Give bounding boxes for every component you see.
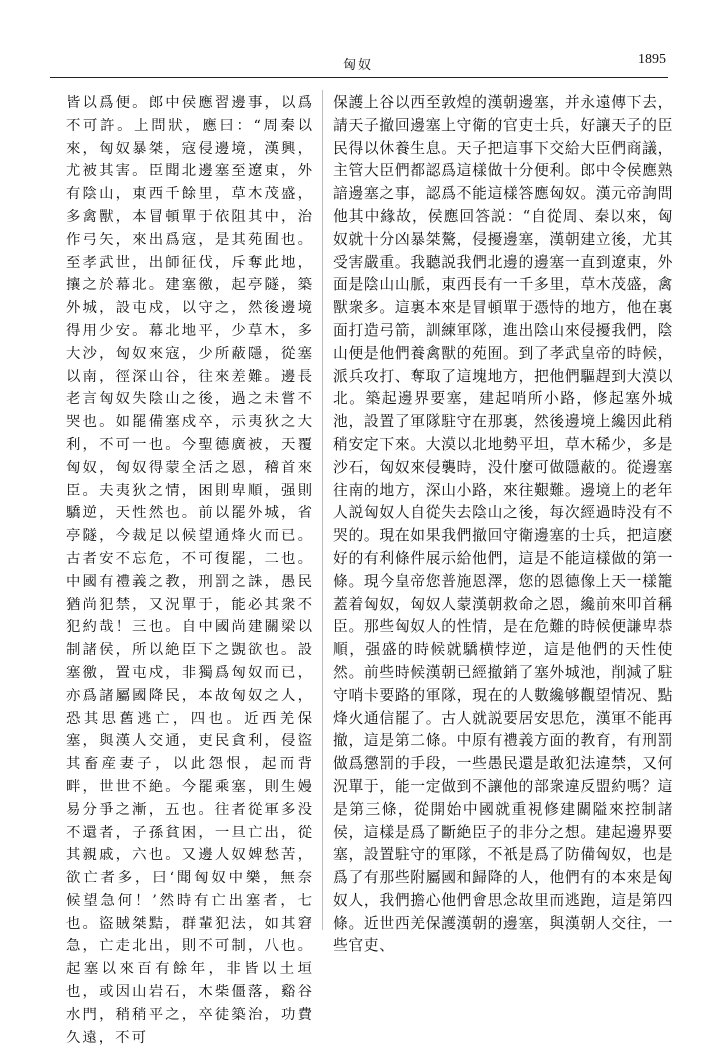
running-header-title: 匈奴	[342, 58, 373, 73]
column-divider	[322, 90, 323, 930]
page-number: 1895	[638, 52, 666, 67]
header-rule	[50, 77, 668, 78]
translation-text-column: 保護上谷以西至敦煌的漢朝邊塞，并永遠傳下去，請天子撤回邊塞上守衛的官吏士兵，好讓天子的臣民得以休養生息。天子把這事下交給大臣們商議，主管大臣們都認爲這樣做十分便利。郎中令侯應熟諳邊塞之事，認爲不能這樣答應匈奴。漢元帝詢問他其中緣故，侯應回答説：“自從周、秦以來，匈奴就十分凶暴桀驁，侵擾邊塞，漢朝建立後，尤其受害嚴重。我聽説我們北邊的邊塞一直到遼東，外面是陰山山脈，東西長有一千多里，草木茂盛，禽獸衆多。這裏本來是冒頓單于憑恃的地方，他在裏面打造弓箭，訓練軍隊，進出陰山來侵擾我們，陰山便是他們養禽獸的苑囿。到了孝武皇帝的時候，派兵攻打、奪取了這塊地方，把他們驅趕到大漠以北。築起邊界要塞，建起哨所小路，修起塞外城池，設置了軍隊駐守在那裏，然後邊境上纔因此稍稍安定下來。大漠以北地勢平坦，草木稀少，多是沙石，匈奴來侵襲時，没什麼可做隱蔽的。從邊塞往南的地方，深山小路，來往艱難。邊境上的老年人説匈奴人自從失去陰山之後，每次經過時没有不哭的。現在如果我們撤回守衛邊塞的士兵，把這麽好的有利條件展示給他們，這是不能這樣做的第一條。現今皇帝您普施恩澤，您的恩德像上天一樣籠蓋着匈奴，匈奴人蒙漢朝救命之恩，纔前來叩首稱臣。那些匈奴人的性情，是在危難的時候便謙卑恭順，强盛的時候就驕横悖逆，這是他們的天性使然。前些時候漢朝已經撤銷了塞外城池，削減了駐守哨卡要路的軍隊，現在的人數纔够觀望情况、點烽火通信罷了。古人就説要居安思危，漢軍不能再撤，這是第二條。中原有禮義方面的教育，有刑罰做爲懲罰的手段，一些愚民還是敢犯法違禁，又何況單于，能一定做到不讓他的部衆違反盟約嗎？這是第三條，從開始中國就重視修建關隘來控制諸侯，這樣是爲了斷絶臣子的非分之想。建起邊界要塞，設置駐守的軍隊，不衹是爲了防備匈奴，也是爲了有那些附屬國和歸降的人，他們有的本來是匈奴人，我們擔心他們會思念故里而逃跑，這是第四條。近世西羌保護漢朝的邊塞，與漢朝人交往，一些官吏、	[333, 94, 673, 955]
classical-text-column: 皆以爲便。郎中侯應習邊事，以爲不可許。上問狀，應曰：“周秦以來，匈奴暴桀，寇侵邊境，漢興，尤被其害。臣聞北邊塞至遼東，外有陰山，東西千餘里，草木茂盛，多禽獸，本冒頓單于依阻其中，治作弓矢，來出爲寇，是其苑囿也。至孝武世，出師征伐，斥奪此地，攘之於幕北。建塞徼，起亭隧，築外城，設屯戍，以守之，然後邊境得用少安。幕北地平，少草木，多大沙，匈奴來寇，少所蔽隱，從塞以南，徑深山谷，往來差難。邊長老言匈奴失陰山之後，過之未嘗不哭也。如罷備塞戍卒，示夷狄之大利，不可一也。今聖德廣被，天覆匈奴，匈奴得蒙全活之恩，稽首來臣。夫夷狄之情，困則卑順，强則驕逆，天性然也。前以罷外城，省亭隧，今裁足以候望通烽火而已。古者安不忘危，不可復罷，二也。中國有禮義之教，刑罰之誅，愚民猶尚犯禁，又況單于，能必其衆不犯約哉！三也。自中國尚建關梁以制諸侯，所以絶臣下之覬欲也。設塞徼，置屯戍，非獨爲匈奴而已，亦爲諸屬國降民，本故匈奴之人，恐其思舊逃亡，四也。近西羌保塞，與漢人交通，吏民貪利，侵盜其畜産妻子，以此怨恨，起而背畔，世世不絶。今罷乘塞，則生嫚易分爭之漸，五也。往者從軍多没不還者，子孫貧困，一旦亡出，從其親戚，六也。又邊人奴婢愁苦，欲亡者多，曰‘聞匈奴中樂，無奈候望急何！’然時有亡出塞者，七也。盜賊桀黠，群輩犯法，如其窘急，亡走北出，則不可制，八也。起塞以來百有餘年，非皆以土垣也，或因山岩石，木柴僵落，谿谷水門，稍稍平之，卒徒築治，功費久遠，不可	[66, 95, 314, 1046]
